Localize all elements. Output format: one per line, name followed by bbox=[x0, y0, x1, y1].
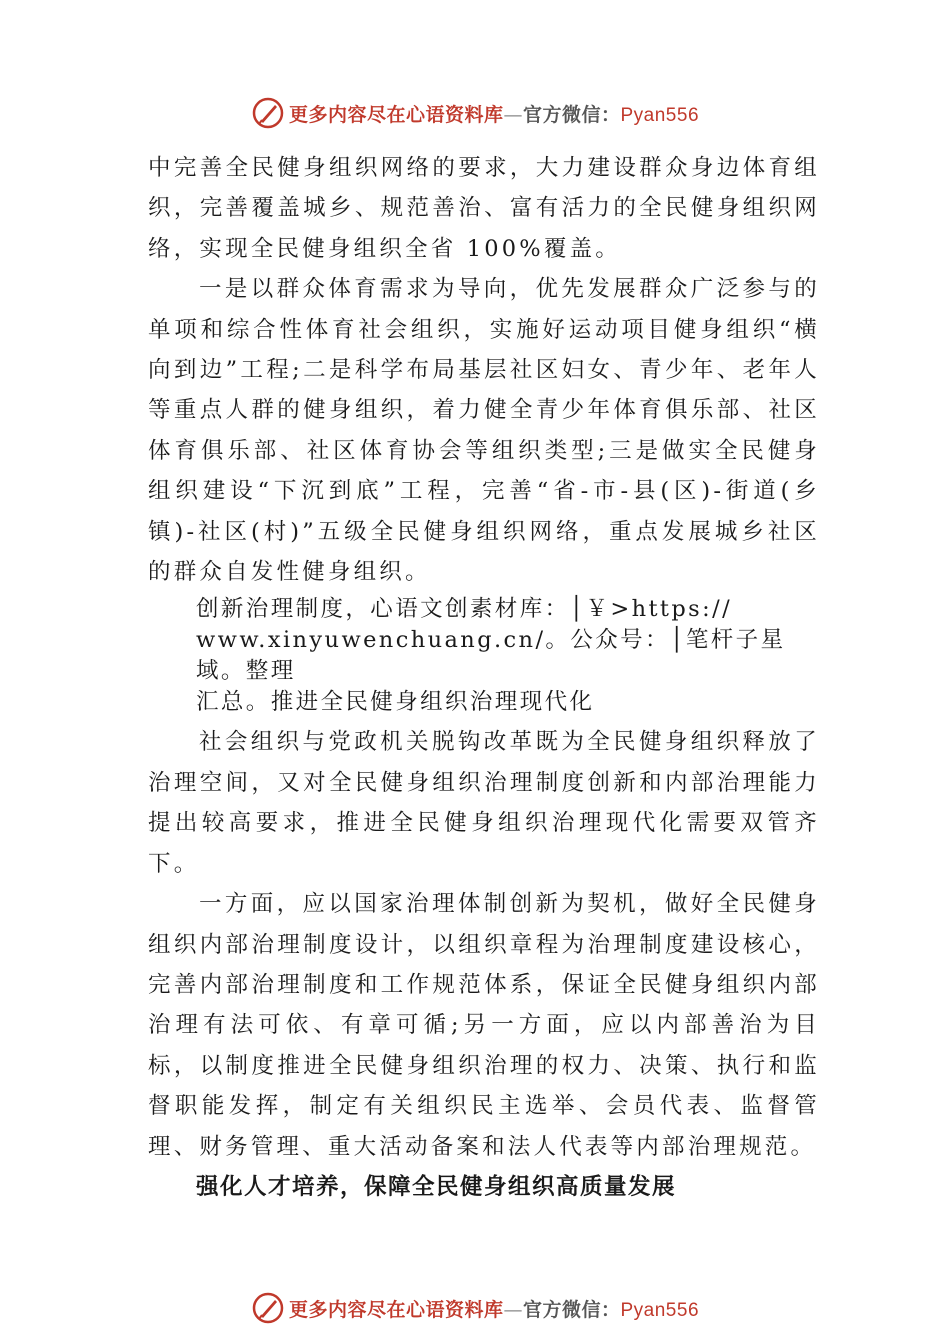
section-heading-1 bbox=[196, 594, 820, 718]
section-heading-2: 强化人才培养，保障全民健身组织高质量发展 bbox=[196, 1173, 677, 1200]
header-dash: — bbox=[503, 103, 523, 126]
paragraph-1: 中完善全民健身组织网络的要求，大力建设群众身边体育组织，完善覆盖城乡、规范善治、富有活力的全民健身组织网络，实现全民健身组织全省 100%覆盖。 bbox=[148, 155, 820, 262]
footer-label: 官方微信： bbox=[522, 1298, 621, 1321]
heading-line-1: 创新治理制度，心语文创素材库：│￥>https:// bbox=[196, 596, 733, 623]
footer-brand: 更多内容尽在心语资料库 bbox=[288, 1298, 504, 1321]
paragraph-3: 社会组织与党政机关脱钩改革既为全民健身组织释放了治理空间，又对全民健身组织治理制度创新和内部治理能力提出较高要求，推进全民健身组织治理现代化需要双管齐下。 bbox=[148, 729, 820, 877]
heading-line-2: www.xinyuwenchuang.cn/。公众号：│笔杆子星域。整理 bbox=[196, 627, 786, 685]
quill-logo-icon bbox=[251, 96, 285, 130]
footer-banner bbox=[0, 1288, 950, 1328]
heading-line-3: 汇总。推进全民健身组织治理现代化 bbox=[196, 689, 595, 716]
paragraph-2: 一是以群众体育需求为导向，优先发展群众广泛参与的单项和综合性体育社会组织，实施好运动项目健身组织“横向到边”工程;二是科学布局基层社区妇女、青少年、老年人等重点人群的健身组织，着力健全青少年体育俱乐部、社区体育俱乐部、社区体育协会等组织类型;三是做实全民健身组织建设“下沉到底”工程，完善“省-市-县(区)-街道(乡镇)-社区(村)”五级全民健身组织网络，重点发展城乡社区的群众自发性健身组织。 bbox=[148, 276, 820, 586]
footer-dash: — bbox=[503, 1298, 523, 1321]
header-brand: 更多内容尽在心语资料库 bbox=[288, 103, 504, 126]
footer-wechat-id: Pyan556 bbox=[620, 1299, 700, 1321]
header-wechat-id: Pyan556 bbox=[620, 104, 700, 126]
document-body bbox=[148, 148, 820, 1207]
header-label: 官方微信： bbox=[522, 103, 621, 126]
paragraph-4: 一方面，应以国家治理体制创新为契机，做好全民健身组织内部治理制度设计，以组织章程为治理制度建设核心，完善内部治理制度和工作规范体系，保证全民健身组织内部治理有法可依、有章可循;另一方面，应以内部善治为目标，以制度推进全民健身组织治理的权力、决策、执行和监督职能发挥，制定有关组织民主选举、会员代表、监督管理、财务管理、重大活动备案和法人代表等内部治理规范。 bbox=[148, 891, 820, 1160]
header-banner bbox=[0, 93, 950, 133]
quill-logo-icon bbox=[251, 1291, 285, 1325]
